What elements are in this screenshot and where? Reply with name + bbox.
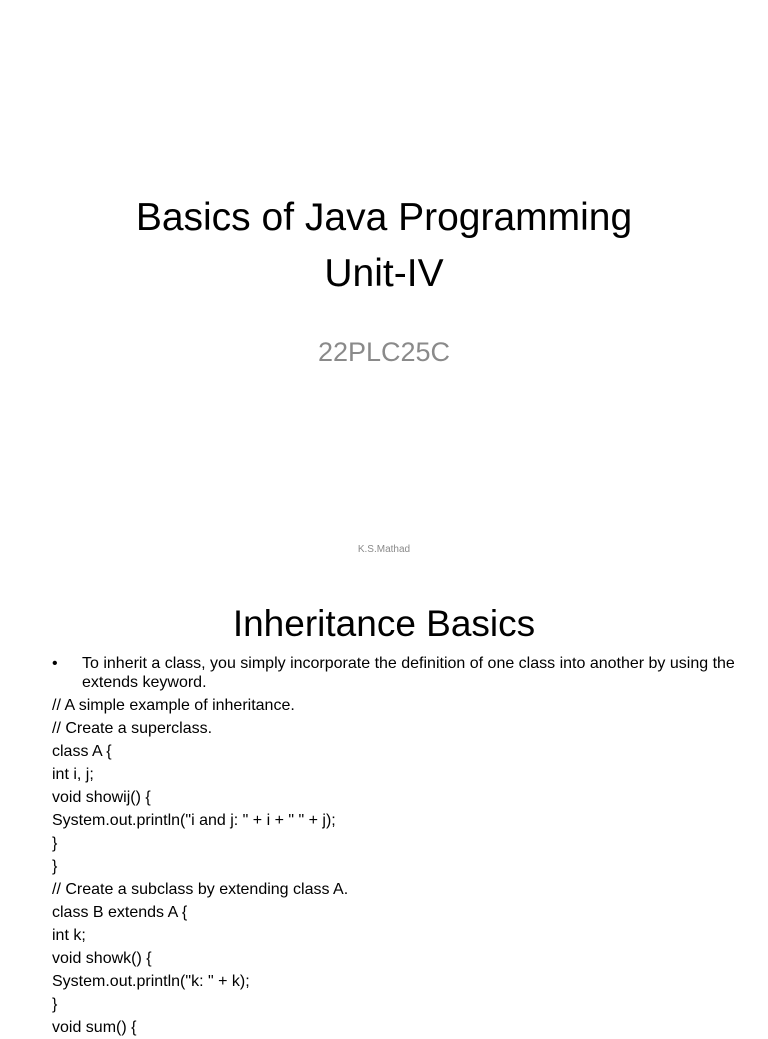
slide-title-line-2: Unit-IV — [324, 252, 444, 295]
code-line: System.out.println("i and j: " + i + " " + j); — [52, 812, 336, 829]
code-line: void sum() { — [52, 1019, 137, 1036]
code-line: int k; — [52, 927, 86, 944]
slide-heading: Inheritance Basics — [232, 603, 536, 644]
code-line: } — [52, 858, 58, 875]
code-line: // A simple example of inheritance. — [52, 697, 295, 714]
course-code-subtitle: 22PLC25C — [317, 337, 451, 367]
code-line: // Create a superclass. — [52, 720, 213, 737]
code-line: void showij() { — [52, 789, 151, 806]
slide-title — [0, 190, 768, 302]
slide-title-line-1: Basics of Java Programming — [135, 196, 633, 239]
code-line: // Create a subclass by extending class A. — [52, 881, 349, 898]
author-footer: K.S.Mathad — [357, 544, 411, 555]
code-line: } — [52, 996, 58, 1013]
code-line: class B extends A { — [52, 904, 188, 921]
content-slide — [0, 576, 768, 1036]
code-line: } — [52, 835, 58, 852]
code-line: int i, j; — [52, 766, 94, 783]
bullet-icon: • — [52, 655, 58, 672]
code-line: System.out.println("k: " + k); — [52, 973, 250, 990]
code-line: void showk() { — [52, 950, 152, 967]
code-block — [52, 694, 752, 1039]
bullet-text: To inherit a class, you simply incorporate the definition of one class into another by using the extends keyword. — [82, 655, 735, 691]
code-line: class A { — [52, 743, 112, 760]
